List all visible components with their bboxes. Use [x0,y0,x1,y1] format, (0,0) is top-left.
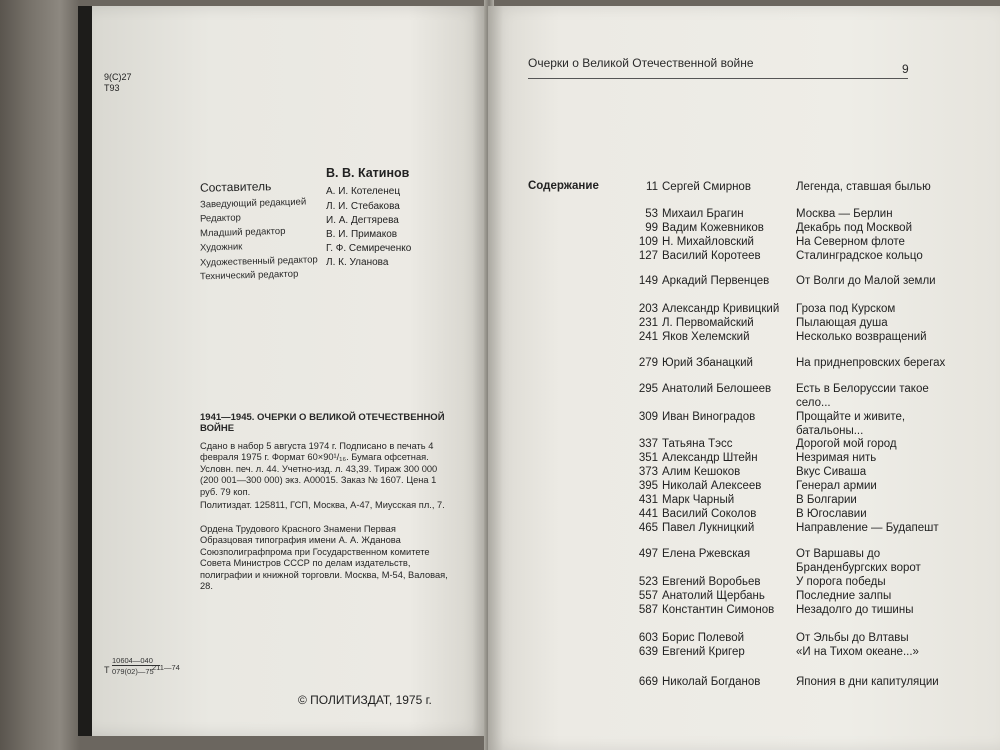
toc-title: Вкус Сиваша [796,466,867,478]
toc-page-number: 557 [638,590,658,602]
toc-entry [620,222,950,236]
toc-entry [620,181,950,195]
toc-title: Незримая нить [796,452,877,464]
toc-page-number: 395 [638,480,658,492]
toc-title: Незадолго до тишины [796,604,914,616]
toc-author: Павел Лукницкий [662,522,755,534]
toc-title: В Югославии [796,508,867,520]
catalog-code-denominator: 079(02)—75 [112,667,154,676]
toc-author: Татьяна Тэсс [662,438,733,450]
toc-author: Анатолий Белошеев [662,383,772,395]
credit-role: Художественный редактор [199,254,318,269]
toc-page-number: 587 [638,604,658,616]
credit-name: А. И. Котеленец [326,186,401,197]
toc-author: Михаил Брагин [662,208,744,220]
page-number: 9 [902,62,909,76]
toc-author: Иван Виноградов [662,411,756,423]
toc-title: Япония в дни капитуляции [796,676,939,688]
toc-title: Дорогой мой город [796,438,897,450]
toc-title: У порога победы [796,576,886,588]
toc-heading: Содержание [528,180,599,192]
toc-entry [620,646,950,660]
toc-entry [620,383,950,409]
toc-page-number: 351 [638,452,658,464]
toc-title: На Северном флоте [796,236,905,248]
imprint-printer: Ордена Трудового Красного Знамени Первая Образцовая типография имени А. А. Жданова Союзполиграфпрома при Государственном комитете Совета Министров СССР по делам издательств, полиграфии и книжной торговли. Москва, М-54, Валовая, 28. [200,524,448,592]
toc-entry [620,632,950,646]
toc-title: «И на Тихом океане...» [796,646,919,658]
toc-title: На приднепровских берегах [796,357,946,369]
library-code-line-2: Т93 [104,83,120,93]
compiler-name: В. В. Катинов [326,166,410,180]
toc-author: Василий Коротеев [662,250,761,262]
toc-author: Александр Штейн [662,452,758,464]
toc-entry [620,438,950,452]
toc-page-number: 53 [645,208,658,220]
toc-author: Анатолий Щербань [662,590,765,602]
toc-page-number: 373 [638,466,658,478]
toc-entry [620,357,950,371]
toc-title: Генерал армии [796,480,877,492]
toc-author: Евгений Кригер [662,646,745,658]
toc-entry [620,676,950,690]
credit-name: Л. И. Стебакова [326,201,400,212]
toc-title: От Волги до Малой земли [796,275,936,287]
toc-page-number: 603 [638,632,658,644]
toc-entry [620,480,950,494]
toc-entry [620,494,950,508]
toc-page-number: 231 [638,317,658,329]
toc-entry [620,236,950,250]
toc-page-number: 99 [645,222,658,234]
toc-author: Вадим Кожевников [662,222,764,234]
toc-author: Борис Полевой [662,632,745,644]
toc-page-number: 337 [638,438,658,450]
toc-page-number: 149 [638,275,658,287]
toc-title: Прощайте и живите, батальоны... [796,411,906,437]
toc-entry [620,411,950,437]
toc-author: Н. Михайловский [662,236,754,248]
credit-role: Редактор [199,212,242,225]
toc-title: Декабрь под Москвой [796,222,912,234]
copyright-line: © ПОЛИТИЗДАТ, 1975 г. [298,693,432,707]
toc-entry [620,452,950,466]
compiler-label: Составитель [199,179,272,195]
toc-author: Елена Ржевская [662,548,751,560]
toc-title: Легенда, ставшая былью [796,181,931,193]
toc-entry [620,208,950,222]
toc-page-number: 295 [638,383,658,395]
toc-author: Л. Первомайский [662,317,754,329]
toc-author: Александр Кривицкий [662,303,780,315]
toc-entry [620,303,950,317]
toc-title: В Болгарии [796,494,857,506]
toc-entry [620,466,950,480]
credit-role: Технический редактор [199,268,299,283]
toc-page-number: 523 [638,576,658,588]
toc-title: Последние залпы [796,590,892,602]
toc-author: Константин Симонов [662,604,775,616]
toc-title: Несколько возвращений [796,331,927,343]
toc-page-number: 279 [638,357,658,369]
toc-title: Гроза под Курском [796,303,896,315]
toc-title: Москва — Берлин [796,208,893,220]
toc-entry [620,604,950,618]
toc-page-number: 203 [638,303,658,315]
toc-title: Направление — Будапешт [796,522,939,534]
credit-role: Художник [199,241,243,254]
imprint-title: 1941—1945. ОЧЕРКИ О ВЕЛИКОЙ ОТЕЧЕСТВЕННОЙ ВОЙНЕ [200,412,445,435]
toc-page-number: 11 [646,181,658,193]
toc-entry [620,590,950,604]
toc-entry [620,576,950,590]
running-header: Очерки о Великой Отечественной войне [528,56,754,70]
catalog-code-letter: Т [104,665,110,675]
toc-entry [620,331,950,345]
toc-page-number: 465 [638,522,658,534]
toc-title: Сталинградское кольцо [796,250,923,262]
toc-entry [620,548,950,574]
toc-entry [620,508,950,522]
toc-page-number: 669 [638,676,658,688]
catalog-code-suffix: 211—74 [152,663,180,672]
toc-entry [620,317,950,331]
toc-title: От Варшавы до Бранденбургских ворот [796,548,921,574]
toc-author: Юрий Збанацкий [662,357,753,369]
credit-role: Заведующий редакцией [199,196,307,211]
credit-name: Г. Ф. Семиреченко [326,243,412,254]
header-rule [528,78,908,79]
toc-page-number: 441 [638,508,658,520]
imprint-publisher: Политиздат. 125811, ГСП, Москва, А-47, Миусская пл., 7. [200,500,445,510]
toc-entry [620,275,950,289]
left-page [78,6,488,736]
toc-page-number: 309 [638,411,658,423]
credit-role: Младший редактор [199,225,286,240]
toc-page-number: 109 [638,236,658,248]
toc-author: Николай Богданов [662,676,761,688]
credit-name: Л. К. Уланова [326,257,389,268]
toc-title: Пылающая душа [796,317,888,329]
toc-page-number: 639 [638,646,658,658]
toc-page-number: 241 [638,331,658,343]
credit-name: И. А. Дегтярева [326,215,399,226]
library-code-line-1: 9(С)27 [104,72,132,82]
toc-entry [620,522,950,536]
toc-page-number: 127 [638,250,658,262]
toc-author: Николай Алексеев [662,480,762,492]
toc-entry [620,250,950,264]
imprint-print-details: Сдано в набор 5 августа 1974 г. Подписано в печать 4 февраля 1975 г. Формат 60×90¹/₁₆. Бумага офсетная. Условн. печ. л. 44. Учетно-изд. л. 43,39. Тираж 300 000 (200 001—300 000) экз. А00015. Заказ № 1607. Цена 1 руб. 79 коп. [200,441,438,497]
toc-author: Сергей Смирнов [662,181,751,193]
toc-author: Яков Хелемский [662,331,750,343]
toc-author: Евгений Воробьев [662,576,761,588]
toc-title: От Эльбы до Влтавы [796,632,909,644]
catalog-code-numerator: 10604—040 [112,656,160,666]
credit-name: В. И. Примаков [326,229,398,240]
toc-author: Алим Кешоков [662,466,741,478]
toc-author: Василий Соколов [662,508,757,520]
toc-page-number: 431 [638,494,658,506]
toc-title: Есть в Белоруссии такое село... [796,383,929,409]
toc-page-number: 497 [638,548,658,560]
toc-author: Аркадий Первенцев [662,275,770,287]
toc-author: Марк Чарный [662,494,735,506]
